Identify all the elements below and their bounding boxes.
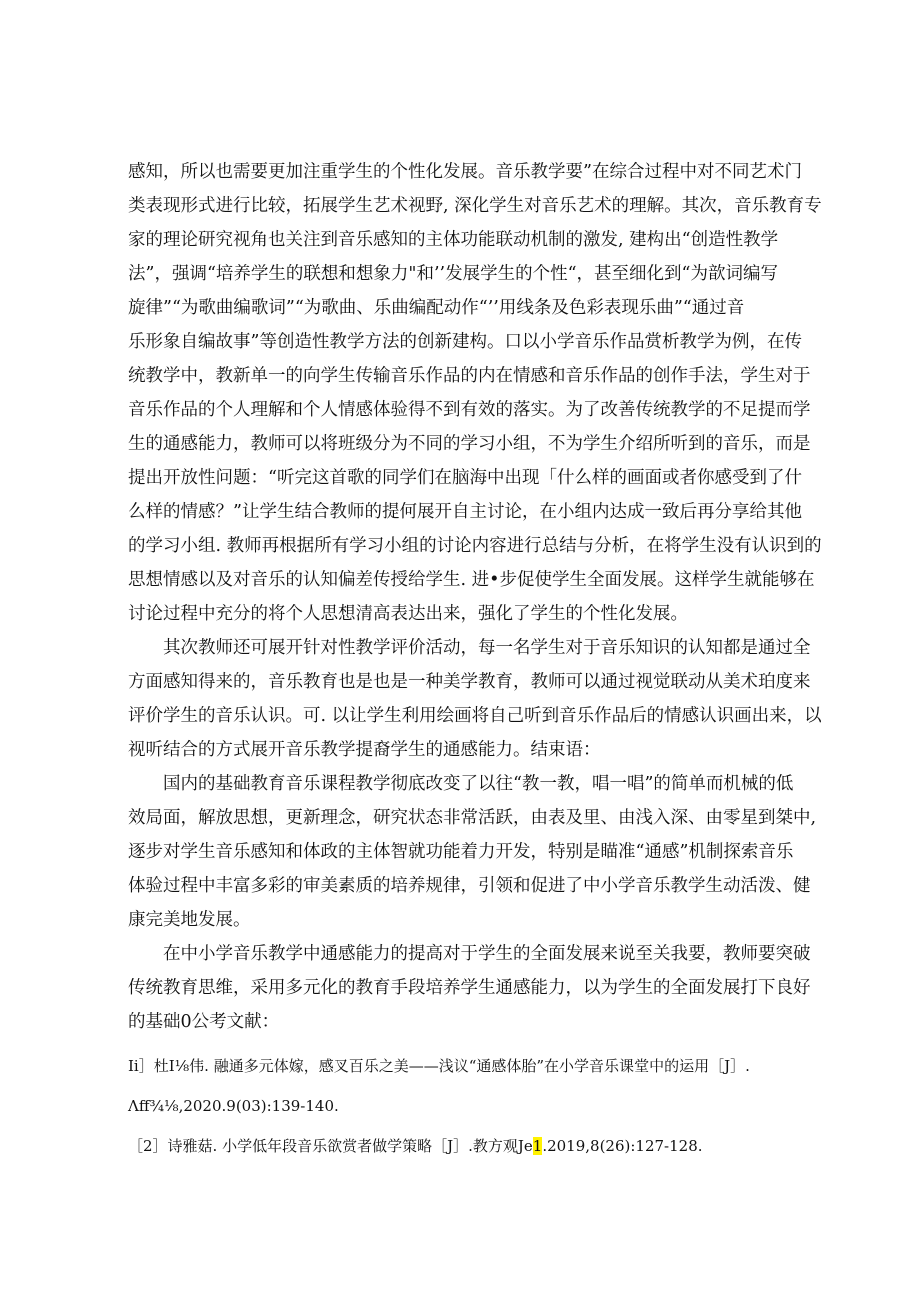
text-line: 提出开放性问题：“听完这首歌的同学们在脑海中出现「什么样的画面或者你感受到了什 <box>128 468 802 488</box>
highlighted-text: 1 <box>532 1137 543 1155</box>
text-line: 音乐作品的个人理解和个人情感体验得不到有效的落实。为了改善传统教学的不足提而学 <box>128 400 811 420</box>
text-line: 评价学生的音乐认识。可. 以让学生利用绘画将自己听到音乐作品后的情感认识画出来，以 <box>128 706 822 726</box>
text-line: 么样的情感？”让学生结合教师的提何展开自主讨论，在小组内达成一致后再分享给其他 <box>128 502 802 522</box>
text-line: 旋律”“为歌曲编歌词”“为歌曲、乐曲编配动作“’’用线条及色彩表现乐曲”“通过音 <box>128 298 745 318</box>
text-line: 乐形象自编故事”等创造性教学方法的创新建构。口以小学音乐作品赏析教学为例，在传 <box>128 332 802 352</box>
text-line: 传统教育思维，采用多元化的教育手段培养学生通感能力，以为学生的全面发展打下良好 <box>128 978 811 998</box>
text-line: 方面感知得来的，音乐教育也是也是一种美学教育，教师可以通过视觉联动从美术珀度来 <box>128 672 811 692</box>
paragraph-2 <box>128 631 822 767</box>
text-line: 康完美地发展。 <box>128 910 251 930</box>
text-line: 生的通感能力，教师可以将班级分为不同的学习小组，不为学生介绍所听到的音乐，而是 <box>128 434 811 454</box>
text-line: 讨论过程中充分的将个人思想清高表达出来，强化了学生的个性化发展。 <box>128 604 688 624</box>
reference-1-line-1: Ii］杜I⅛伟. 融通多元体嫁，感叉百乐之美——浅议“通感体胎”在小学音乐课堂中的运用［J］. <box>128 1057 750 1075</box>
text-line: 的基础0公考文献： <box>128 1012 280 1032</box>
text-line: 思想情感以及对音乐的认知偏差传授给学生. 进•步促使学生全面发展。这样学生就能够在 <box>128 570 815 590</box>
text-line: 效局面，解放思想，更新理念，研究状态非常活跃，由表及里、由浅入深、由零星到桀中, <box>128 808 817 828</box>
text-line: 逐步对学生音乐感知和体政的主体智就功能着力开发，特别是瞄准“通感”机制探索音乐 <box>128 842 794 862</box>
text-line: 法”，强调“培养学生的联想和想象力"和’’发展学生的个性“，甚至细化到“为歆词编写 <box>128 264 778 284</box>
text-line: 家的理论研究视角也关注到音乐感知的主体功能联动机制的激发, 建构出“创造性教学 <box>128 230 779 250</box>
reference-2-tail: .2019,8(26):127-128. <box>542 1137 703 1155</box>
paragraph-4 <box>128 937 811 1039</box>
text-line: 国内的基础教育音乐课程教学彻底改变了以往“教一教，唱一唱”的简单而机械的低 <box>128 774 794 794</box>
text-line: 类表现形式进行比较，拓展学生艺术视野, 深化学生对音乐艺术的理解。其次，音乐教育专 <box>128 196 822 216</box>
reference-1-line-2: Λff¾⅛,2020.9(03):139-140. <box>128 1097 339 1115</box>
reference-2-text: ［2］诗雅菇. 小学低年段音乐欲赏者做学策略［J］.教方观Je <box>128 1137 533 1155</box>
text-line: 统教学中，教新单一的向学生传输音乐作品的内在情感和音乐作品的创作手法，学生对于 <box>128 366 811 386</box>
paragraph-1 <box>128 155 822 631</box>
reference-2 <box>128 1126 808 1166</box>
references <box>128 1046 808 1166</box>
text-line: 其次教师还可展开针对性教学评价活动，每一名学生对于音乐知识的认知都是通过全 <box>128 638 811 658</box>
text-line: 的学习小组. 教师再根据所有学习小组的讨论内容进行总结与分析，在将学生没有认识到的 <box>128 536 822 556</box>
paragraph-3 <box>128 767 817 937</box>
text-line: 体验过程中丰富多彩的审美素质的培养规律，引领和促进了中小学音乐教学生动活泼、健 <box>128 876 811 896</box>
text-line: 视听结合的方式展开音乐教学提裔学生的通感能力。结束语： <box>128 740 601 760</box>
text-line: 在中小学音乐教学中通感能力的提高对于学生的全面发展来说至关我要，教师要突破 <box>128 944 811 964</box>
text-line: 感知，所以也需要更加注重学生的个性化发展。音乐教学要”在综合过程中对不同艺术门 <box>128 162 802 182</box>
